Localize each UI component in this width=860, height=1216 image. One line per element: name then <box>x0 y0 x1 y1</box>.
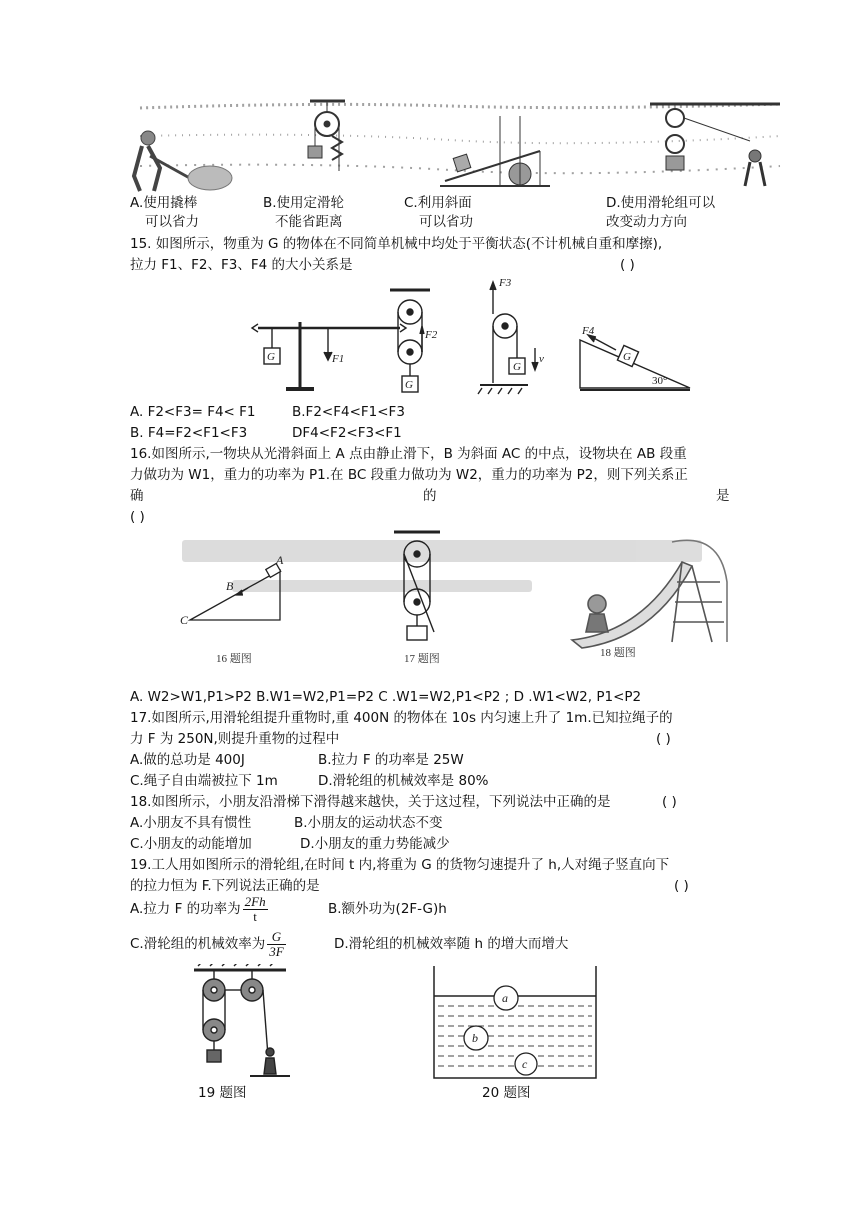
caption-16: 16 题图 <box>216 653 252 665</box>
q16-stem-line3-a: 确 <box>130 488 144 504</box>
q19-figure <box>190 964 300 1084</box>
q16-point-a-label: A <box>276 553 284 567</box>
q16-answer-paren: ( ) <box>130 509 145 525</box>
incline-figure <box>440 116 550 186</box>
q15-fixed-g-label: G <box>513 361 521 373</box>
caption-17: 17 题图 <box>404 653 440 665</box>
q16-stem-line2: 力做功为 W1，重力的功率为 P1.在 BC 段重力做功为 W2，重力的功率为 P2，则下列关系正 <box>130 467 688 483</box>
q15-option-d: DF4<F2<F3<F1 <box>292 425 402 441</box>
q20-ball-c-label: c <box>522 1057 528 1071</box>
pulley-block-figure <box>650 104 780 186</box>
q16-stem-line1: 16.如图所示,一物块从光滑斜面上 A 点由静止滑下，B 为斜面 AC 的中点，设物块在 AB 段重 <box>130 446 687 462</box>
fixed-pulley-figure <box>308 101 345 171</box>
q15-f2-label: F2 <box>425 329 438 341</box>
q19-option-a-fraction <box>243 895 268 924</box>
q15-pulley-g-label: G <box>405 379 413 391</box>
caption-20: 20 题图 <box>482 1085 531 1101</box>
q16-18-figures <box>172 522 732 672</box>
q14-option-c-line1: C.利用斜面 <box>404 195 472 211</box>
q19-option-a <box>130 891 270 927</box>
q20-ball-b-label: b <box>472 1031 478 1045</box>
q15-f4-label: F4 <box>582 325 595 337</box>
q15-option-c: B. F4=F2<F1<F3 <box>130 425 248 441</box>
q18-answer-paren: ( ) <box>662 794 677 810</box>
q19-option-c-denominator: 3F <box>269 943 284 959</box>
q15-v-label: v <box>539 353 544 365</box>
q18-option-b: B.小朋友的运动状态不变 <box>294 815 443 831</box>
q14-option-c-line2: 可以省功 <box>419 214 473 230</box>
q15-incline-g-label: G <box>623 351 631 363</box>
q15-stem-line2: 拉力 F1、F2、F3、F4 的大小关系是 <box>130 257 353 273</box>
q18-stem-line1: 18.如图所示，小朋友沿滑梯下滑得越来越快，关于这过程，下列说法中正确的是 <box>130 794 611 810</box>
q15-f3-label: F3 <box>499 278 512 289</box>
q14-option-d-line1: D.使用滑轮组可以 <box>606 195 716 211</box>
q14-option-a-line1: A.使用撬棒 <box>130 195 198 211</box>
q17-option-c: C.绳子自由端被拉下 1m <box>130 773 278 789</box>
q15-lever-g-label: G <box>267 351 275 363</box>
q19-option-a-denominator: t <box>253 908 257 924</box>
q19-option-d: D.滑轮组的机械效率随 h 的增大而增大 <box>334 936 569 952</box>
q15-f1-label: F1 <box>332 353 345 365</box>
q19-option-b: B.额外功为(2F-G)h <box>328 901 447 917</box>
q19-answer-paren: ( ) <box>674 878 689 894</box>
q18-option-c: C.小朋友的动能增加 <box>130 836 252 852</box>
q19-stem-line1: 19.工人用如图所示的滑轮组,在时间 t 内,将重为 G 的货物匀速提升了 h,人对绳子竖直向下 <box>130 857 670 873</box>
q14-option-a-line2: 可以省力 <box>145 214 199 230</box>
q19-option-c-text: C.滑轮组的机械效率为 <box>130 936 266 952</box>
q19-option-c-numerator: G <box>267 930 285 945</box>
q19-option-c <box>130 926 288 962</box>
q15-option-a: A. F2<F3= F4< F1 <box>130 404 256 420</box>
q14-figures <box>120 96 790 196</box>
q17-option-a: A.做的总功是 400J <box>130 752 245 768</box>
q16-stem-line3-c: 是 <box>716 488 730 504</box>
q17-option-b: B.拉力 F 的功率是 25W <box>318 752 464 768</box>
q17-option-d: D.滑轮组的机械效率是 80% <box>318 773 489 789</box>
q17-stem-line2: 力 F 为 250N,则提升重物的过程中 <box>130 731 340 747</box>
q18-option-d: D.小朋友的重力势能减少 <box>300 836 450 852</box>
q19-stem-line2: 的拉力恒为 F.下列说法正确的是 <box>130 878 320 894</box>
caption-18: 18 题图 <box>600 647 636 659</box>
q15-answer-paren: ( ) <box>620 257 635 273</box>
q15-option-b: B.F2<F4<F1<F3 <box>292 404 405 420</box>
q17-stem-line1: 17.如图所示,用滑轮组提升重物时,重 400N 的物体在 10s 内匀速上升了 1m.已知拉绳子的 <box>130 710 673 726</box>
q14-option-d-line2: 改变动力方向 <box>606 214 687 230</box>
q20-ball-a-label: a <box>502 991 508 1005</box>
q16-stem-line3-b: 的 <box>423 488 437 504</box>
q16-options: A. W2>W1,P1>P2 B.W1=W2,P1=P2 C .W1=W2,P1<P2 ; D .W1<W2, P1<P2 <box>130 689 642 705</box>
q14-option-b-line2: 不能省距离 <box>275 214 343 230</box>
q14-option-b-line1: B.使用定滑轮 <box>263 195 345 211</box>
q20-figure <box>430 962 602 1084</box>
q19-option-a-numerator: 2Fh <box>244 893 266 909</box>
q19-option-a-text: A.拉力 F 的功率为 <box>130 901 241 917</box>
q15-stem-line1: 15. 如图所示，物重为 G 的物体在不同简单机械中均处于平衡状态(不计机械自重和摩擦), <box>130 236 663 252</box>
caption-19: 19 题图 <box>198 1085 247 1101</box>
crowbar-figure <box>134 131 232 191</box>
q19-option-c-fraction <box>267 930 285 959</box>
q15-angle-label: 30° <box>652 375 668 387</box>
q16-point-c-label: C <box>180 613 189 627</box>
q15-figures <box>250 278 710 400</box>
q16-point-b-label: B <box>226 579 234 593</box>
q18-option-a: A.小朋友不具有惯性 <box>130 815 252 831</box>
q17-answer-paren: ( ) <box>656 731 671 747</box>
